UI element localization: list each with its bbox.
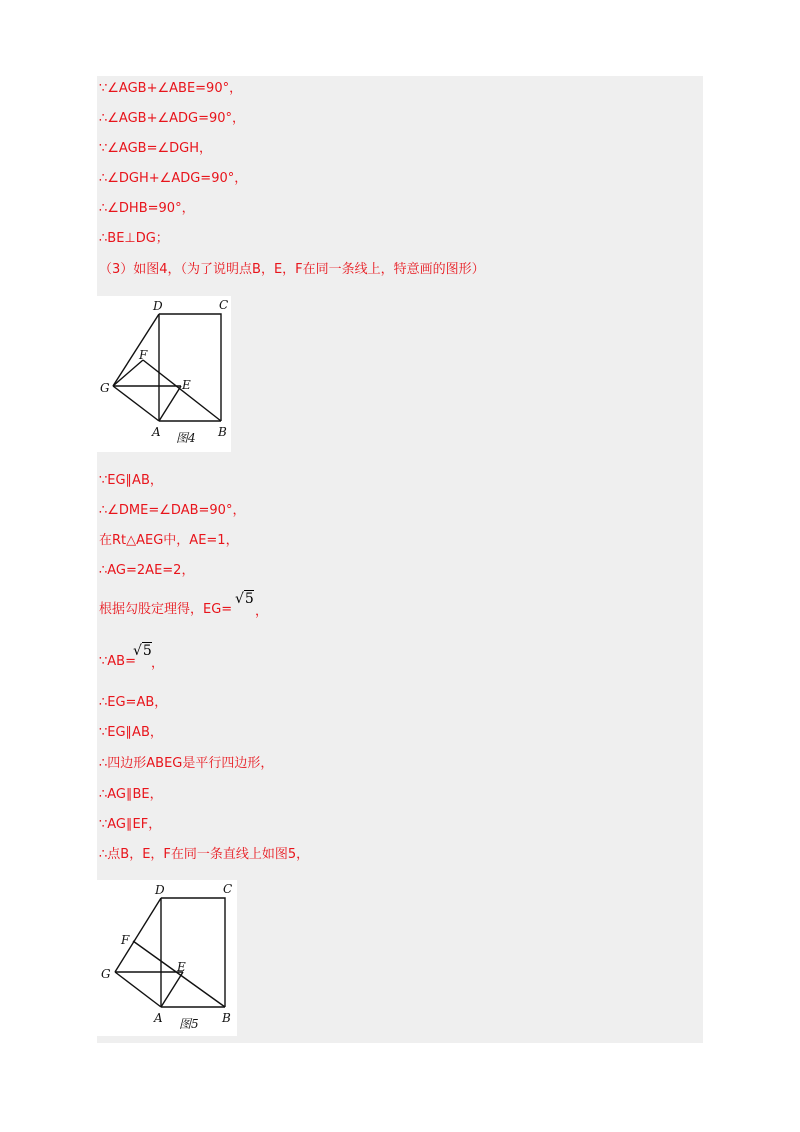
- label-E: E: [177, 960, 186, 974]
- label-D: D: [153, 299, 163, 313]
- sqrt-radicand: 5: [142, 643, 152, 659]
- text-line-12-end: ，: [255, 604, 269, 619]
- text-line-15: ∵EG∥AB，: [99, 725, 163, 740]
- label-B: B: [222, 1011, 231, 1025]
- label-C: C: [219, 298, 229, 312]
- text-line-8: ∵EG∥AB，: [99, 473, 163, 488]
- figure-4: [97, 296, 231, 452]
- text-line-7: （3）如图4，（为了说明点B，E，F在同一条线上，特意画的图形）: [99, 262, 485, 277]
- figure-5: [97, 880, 237, 1036]
- text-line-12: 根据勾股定理得，EG=: [99, 602, 233, 617]
- label-F: F: [139, 348, 148, 362]
- text-line-13-end: ，: [151, 656, 165, 671]
- label-A: A: [154, 1011, 163, 1025]
- text-line-11: ∴AG=2AE=2，: [99, 563, 195, 578]
- text-line-1: ∵∠AGB+∠ABE=90°，: [99, 81, 243, 96]
- text-line-13: ∵AB=: [99, 654, 136, 669]
- sqrt-five-ab: √5: [133, 643, 152, 659]
- text-line-6: ∴BE⊥DG；: [99, 231, 169, 246]
- figure-5-diagram: [97, 880, 237, 1036]
- text-line-5: ∴∠DHB=90°，: [99, 201, 195, 216]
- text-line-10: 在Rt△AEG中，AE=1，: [99, 533, 239, 548]
- text-line-3: ∵∠AGB=∠DGH，: [99, 141, 212, 156]
- text-line-9: ∴∠DME=∠DAB=90°，: [99, 503, 246, 518]
- text-line-2: ∴∠AGB+∠ADG=90°，: [99, 111, 246, 126]
- figure-5-caption: 图5: [179, 1017, 199, 1031]
- figure-4-caption: 图4: [176, 431, 196, 445]
- label-F: F: [121, 933, 130, 947]
- label-D: D: [155, 883, 165, 897]
- label-C: C: [223, 882, 233, 896]
- label-G: G: [101, 967, 111, 981]
- figure-4-diagram: [97, 296, 231, 452]
- text-line-4: ∴∠DGH+∠ADG=90°，: [99, 171, 248, 186]
- sqrt-radicand: 5: [244, 591, 254, 607]
- text-line-14: ∴EG=AB，: [99, 695, 168, 710]
- text-line-19: ∴点B，E，F在同一条直线上如图5，: [99, 847, 310, 862]
- text-line-17: ∴AG∥BE，: [99, 787, 163, 802]
- label-E: E: [182, 378, 191, 392]
- label-G: G: [100, 381, 110, 395]
- label-B: B: [218, 425, 227, 439]
- sqrt-five-eg: √5: [235, 591, 254, 607]
- text-line-16: ∴四边形ABEG是平行四边形，: [99, 756, 274, 771]
- label-A: A: [152, 425, 161, 439]
- text-line-18: ∵AG∥EF，: [99, 817, 162, 832]
